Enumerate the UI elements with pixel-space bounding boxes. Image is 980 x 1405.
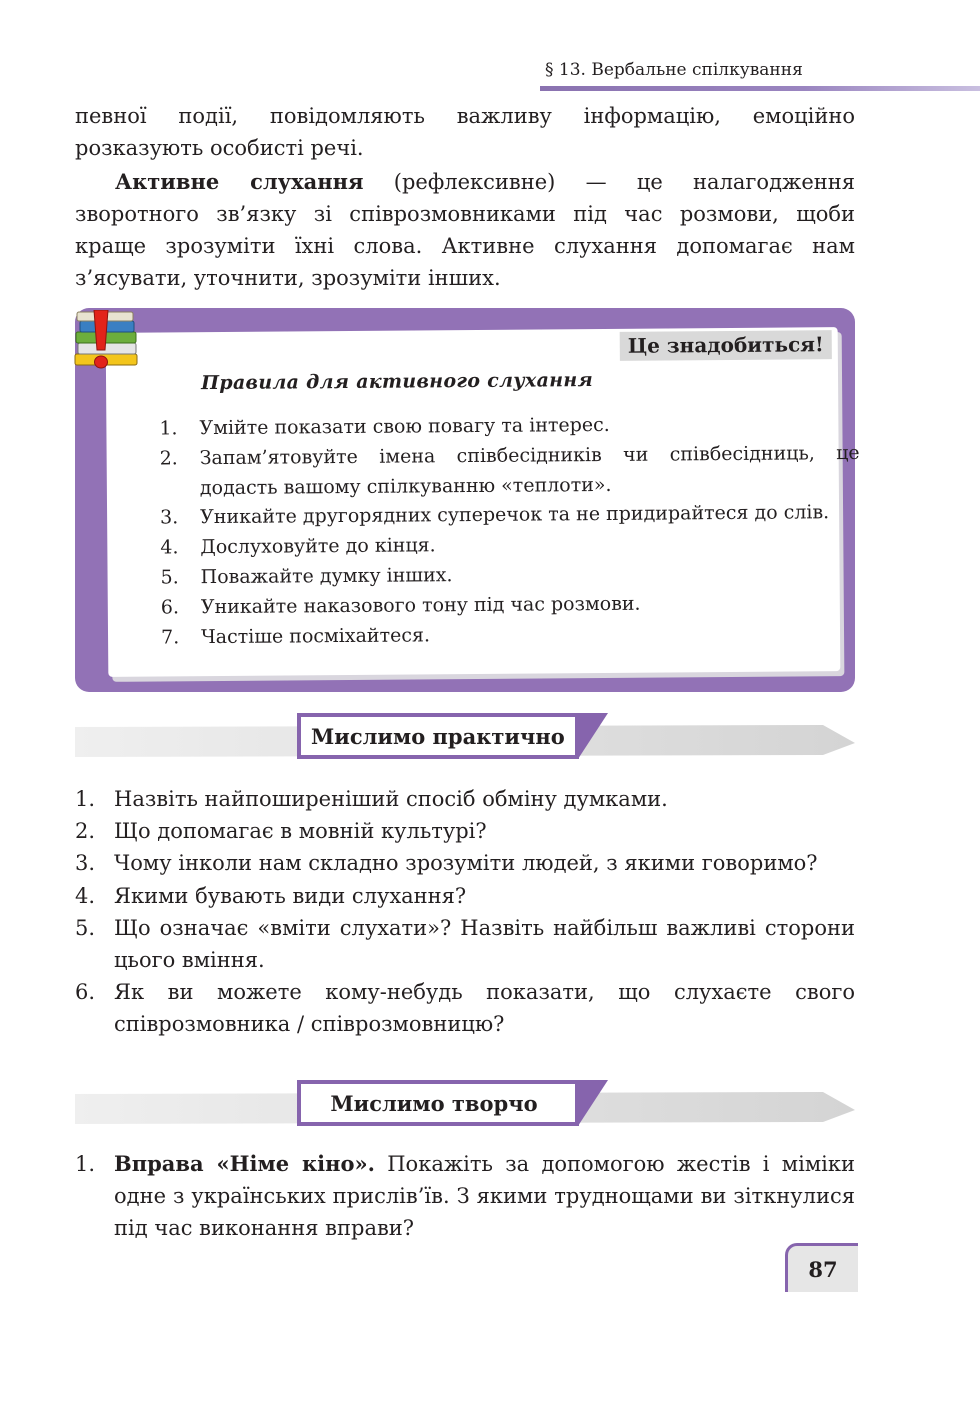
question-number: 3. — [75, 851, 96, 876]
rule-text: Поважайте думку інших. — [200, 564, 453, 589]
rule-item — [161, 618, 861, 653]
rule-number: 1. — [159, 417, 178, 440]
task-text: Покажіть за допомогою жестів і міміки одне з українських прислів’їв. З якими труднощами ви зіткнулися під час виконання вправи? — [114, 1152, 856, 1241]
rule-text: Уникайте другорядних суперечок та не придирайтеся до слів. — [200, 501, 830, 529]
question-text: Назвіть найпоширеніший спосіб обміну думками. — [114, 787, 668, 811]
callout-tag: Це знадобиться! — [620, 330, 832, 361]
callout-title: Правила для активного слухання — [200, 369, 594, 395]
paragraph-continued: певної події, повідомляють важливу інформацію, емоційно розказують особисті речі. — [75, 104, 855, 160]
question-text: Що означає «вміти слухати»? Назвіть найбільш важливі сторони цього вміння. — [114, 915, 855, 973]
question-item — [75, 783, 855, 815]
rule-text: Дослуховуйте до кінця. — [200, 534, 436, 559]
section-banner-practical — [75, 713, 855, 761]
rule-text: Частіше посміхайтеся. — [200, 623, 431, 648]
section-title: Мислимо практично — [311, 723, 565, 749]
question-text: Що допомагає в мовній культурі? — [114, 819, 487, 844]
question-item — [75, 815, 855, 847]
question-text: Якими бувають види слухання? — [114, 883, 467, 908]
question-number: 2. — [75, 819, 96, 844]
banner-label — [297, 1080, 579, 1126]
question-item — [75, 912, 855, 976]
callout-box — [75, 308, 860, 692]
question-number: 5. — [75, 915, 96, 940]
rule-number: 5. — [160, 566, 179, 589]
question-number: 6. — [75, 980, 96, 1005]
question-text: Чому інколи нам складно зрозуміти людей, з якими говоримо? — [114, 851, 818, 876]
question-item — [75, 847, 855, 879]
banner-label — [297, 713, 579, 759]
task-number: 1. — [75, 1152, 96, 1176]
rule-text: Умійте показати свою повагу та інтерес. — [199, 413, 610, 440]
header-rule — [540, 86, 980, 91]
question-number: 4. — [75, 883, 96, 908]
rules-list — [159, 409, 861, 653]
task-title: Вправа «Німе кіно». — [114, 1151, 375, 1176]
rule-item — [160, 439, 860, 504]
question-item — [75, 976, 855, 1040]
rule-number: 4. — [160, 536, 179, 559]
running-header: § 13. Вербальне спілкування — [545, 60, 803, 80]
rule-number: 3. — [160, 506, 179, 529]
rule-text: Уникайте наказового тону під час розмови. — [200, 592, 641, 618]
rule-text: Запам’ятовуйте імена співбесідників чи співбесідниць, це додасть вашому спілкуванню «теплоти». — [199, 441, 860, 499]
definition-text: (рефлексивне) — це налагодження зворотного зв’язку зі співрозмовниками під час розмови, щоби краще зрозуміти їхні слова. Активне слухання допомагає нам з’ясувати, уточнити, зрозуміти інших. — [75, 170, 855, 290]
questions-list — [75, 783, 855, 1041]
term-active-listening: Активне слухання — [115, 169, 364, 194]
paragraph-active-listening — [75, 166, 855, 294]
task-item — [75, 1148, 855, 1245]
question-item — [75, 880, 855, 912]
rule-number: 7. — [160, 625, 180, 649]
rule-number: 6. — [160, 596, 180, 619]
books-exclamation-icon — [73, 310, 143, 372]
rule-number: 2. — [159, 447, 178, 470]
question-number: 1. — [75, 787, 96, 811]
tasks-list — [75, 1148, 855, 1245]
question-text: Як ви можете кому-небудь показати, що слухаєте свого співрозмовника / співрозмовницю? — [114, 980, 855, 1037]
page-number: 87 — [785, 1243, 858, 1292]
section-title: Мислимо творчо — [330, 1090, 538, 1116]
callout-inner — [106, 327, 860, 677]
section-banner-creative — [75, 1080, 855, 1128]
